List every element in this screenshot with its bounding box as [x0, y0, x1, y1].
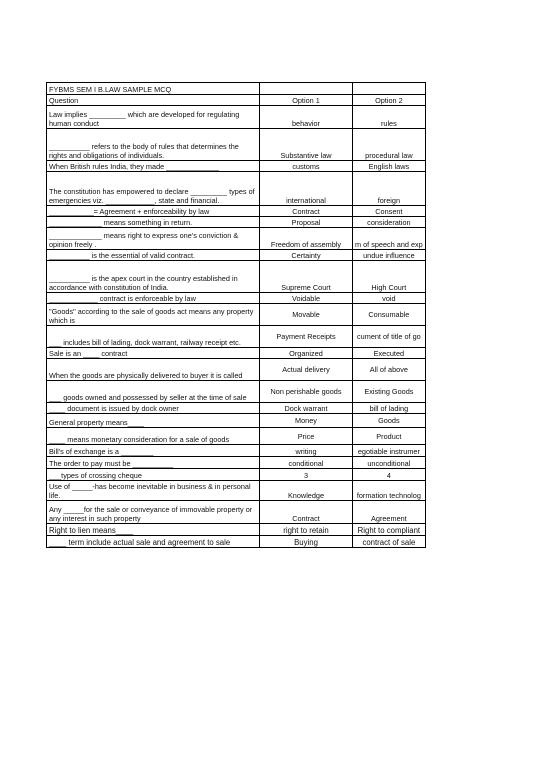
- question-row: [47, 428, 426, 445]
- question-cell[interactable]: Law implies _________ which are developed for regulating human conduct: [47, 106, 260, 129]
- option-1-cell[interactable]: Payment Receipts: [260, 326, 353, 348]
- question-cell[interactable]: General property means____: [47, 414, 260, 428]
- option-2-cell[interactable]: Consumable: [353, 304, 426, 326]
- option-1-cell[interactable]: Contract: [260, 501, 353, 524]
- question-row: [47, 359, 426, 381]
- option-1-cell[interactable]: international: [260, 172, 353, 206]
- question-row: [47, 469, 426, 481]
- option-1-cell[interactable]: Knowledge: [260, 481, 353, 501]
- title-blank-cell[interactable]: [353, 83, 426, 95]
- question-cell[interactable]: ___types of crossing cheque: [47, 469, 260, 481]
- question-cell[interactable]: When the goods are physically delivered to buyer it is called: [47, 359, 260, 381]
- option-2-cell[interactable]: Product: [353, 428, 426, 445]
- option-2-cell[interactable]: undue influence: [353, 250, 426, 261]
- title-blank-cell[interactable]: [260, 83, 353, 95]
- option-1-cell[interactable]: Certainty: [260, 250, 353, 261]
- option-1-cell[interactable]: customs: [260, 161, 353, 172]
- question-row: [47, 326, 426, 348]
- header-question[interactable]: Question: [47, 95, 260, 106]
- question-cell[interactable]: _____________ means something in return.: [47, 217, 260, 228]
- option-1-cell[interactable]: Substantive law: [260, 129, 353, 161]
- option-1-cell[interactable]: Supreme Court: [260, 261, 353, 293]
- option-2-cell[interactable]: consideration: [353, 217, 426, 228]
- option-2-cell[interactable]: Existing Goods: [353, 381, 426, 403]
- option-2-cell[interactable]: unconditional: [353, 457, 426, 469]
- option-1-cell[interactable]: behavior: [260, 106, 353, 129]
- question-cell[interactable]: ___ goods owned and possessed by seller at the time of sale: [47, 381, 260, 403]
- mcq-sheet: [46, 82, 426, 548]
- question-cell[interactable]: The order to pay must be __________: [47, 457, 260, 469]
- question-row: [47, 481, 426, 501]
- option-2-cell[interactable]: High Court: [353, 261, 426, 293]
- option-2-cell[interactable]: rules: [353, 106, 426, 129]
- question-cell[interactable]: __________ is the essential of valid contract.: [47, 250, 260, 261]
- option-1-cell[interactable]: writing: [260, 445, 353, 457]
- question-cell[interactable]: Use of _____-has become inevitable in business & in personal life.: [47, 481, 260, 501]
- header-row: [47, 95, 426, 106]
- question-row: [47, 206, 426, 217]
- option-2-cell[interactable]: 4: [353, 469, 426, 481]
- option-2-cell[interactable]: contract of sale: [353, 536, 426, 548]
- question-row: [47, 106, 426, 129]
- option-2-cell[interactable]: egotiable instrumer: [353, 445, 426, 457]
- question-row: [47, 304, 426, 326]
- option-2-cell[interactable]: bill of lading: [353, 403, 426, 414]
- option-1-cell[interactable]: 3: [260, 469, 353, 481]
- question-row: [47, 501, 426, 524]
- question-row: [47, 129, 426, 161]
- question-cell[interactable]: ____ means monetary consideration for a sale of goods: [47, 428, 260, 445]
- question-cell[interactable]: ____ document is issued by dock owner: [47, 403, 260, 414]
- option-1-cell[interactable]: Price: [260, 428, 353, 445]
- option-2-cell[interactable]: m of speech and exp: [353, 228, 426, 250]
- question-cell[interactable]: Sale is an ____ contract: [47, 348, 260, 359]
- question-row: [47, 348, 426, 359]
- question-cell[interactable]: ___ includes bill of lading, dock warrant, railway receipt etc.: [47, 326, 260, 348]
- question-row: [47, 250, 426, 261]
- option-1-cell[interactable]: Proposal: [260, 217, 353, 228]
- question-row: [47, 261, 426, 293]
- question-row: [47, 293, 426, 304]
- question-cell[interactable]: ____ term include actual sale and agreement to sale: [47, 536, 260, 548]
- question-row: [47, 161, 426, 172]
- option-2-cell[interactable]: English laws: [353, 161, 426, 172]
- question-row: [47, 414, 426, 428]
- option-2-cell[interactable]: Consent: [353, 206, 426, 217]
- question-cell[interactable]: __________ refers to the body of rules that determines the rights and obligations of individuals.: [47, 129, 260, 161]
- question-row: [47, 172, 426, 206]
- option-1-cell[interactable]: Non perishable goods: [260, 381, 353, 403]
- question-cell[interactable]: When British rules India, they made _____________: [47, 161, 260, 172]
- question-row: [47, 457, 426, 469]
- header-option-2[interactable]: Option 2: [353, 95, 426, 106]
- option-2-cell[interactable]: Goods: [353, 414, 426, 428]
- option-1-cell[interactable]: conditional: [260, 457, 353, 469]
- option-2-cell[interactable]: cument of title of go: [353, 326, 426, 348]
- option-1-cell[interactable]: Organized: [260, 348, 353, 359]
- option-2-cell[interactable]: formation technolog: [353, 481, 426, 501]
- question-row: [47, 445, 426, 457]
- option-2-cell[interactable]: Executed: [353, 348, 426, 359]
- question-row: [47, 228, 426, 250]
- option-2-cell[interactable]: procedural law: [353, 129, 426, 161]
- option-2-cell[interactable]: Right to compliant: [353, 524, 426, 536]
- option-2-cell[interactable]: void: [353, 293, 426, 304]
- question-row: [47, 403, 426, 414]
- option-1-cell[interactable]: right to retain: [260, 524, 353, 536]
- option-2-cell[interactable]: foreign: [353, 172, 426, 206]
- option-2-cell[interactable]: Agreement: [353, 501, 426, 524]
- option-1-cell[interactable]: Money: [260, 414, 353, 428]
- question-cell[interactable]: Right to lien means____: [47, 524, 260, 536]
- question-cell[interactable]: Any _____for the sale or conveyance of immovable property or any interest in such property: [47, 501, 260, 524]
- option-1-cell[interactable]: Buying: [260, 536, 353, 548]
- title-row: [47, 83, 426, 95]
- option-1-cell[interactable]: Contract: [260, 206, 353, 217]
- option-2-cell[interactable]: All of above: [353, 359, 426, 381]
- question-cell[interactable]: The constitution has empowered to declare _________ types of emergencies viz. ____________, state and financial.: [47, 172, 260, 206]
- question-cell[interactable]: ____________ contract is enforceable by law: [47, 293, 260, 304]
- option-1-cell[interactable]: Freedom of assembly: [260, 228, 353, 250]
- question-cell[interactable]: Bill's of exchange is a ________: [47, 445, 260, 457]
- option-1-cell[interactable]: Movable: [260, 304, 353, 326]
- question-row: [47, 524, 426, 536]
- question-row: [47, 217, 426, 228]
- question-row: [47, 536, 426, 548]
- sheet-title[interactable]: FYBMS SEM I B.LAW SAMPLE MCQ: [47, 83, 260, 95]
- question-cell[interactable]: ___________= Agreement + enforceability by law: [47, 206, 260, 217]
- question-cell[interactable]: "Goods" according to the sale of goods act means any property which is: [47, 304, 260, 326]
- question-cell[interactable]: __________ is the apex court in the country established in accordance with constitution of India.: [47, 261, 260, 293]
- option-1-cell[interactable]: Dock warrant: [260, 403, 353, 414]
- option-1-cell[interactable]: Actual delivery: [260, 359, 353, 381]
- question-row: [47, 381, 426, 403]
- header-option-1[interactable]: Option 1: [260, 95, 353, 106]
- question-cell[interactable]: _____________ means right to express one's conviction & opinion freely .: [47, 228, 260, 250]
- option-1-cell[interactable]: Voidable: [260, 293, 353, 304]
